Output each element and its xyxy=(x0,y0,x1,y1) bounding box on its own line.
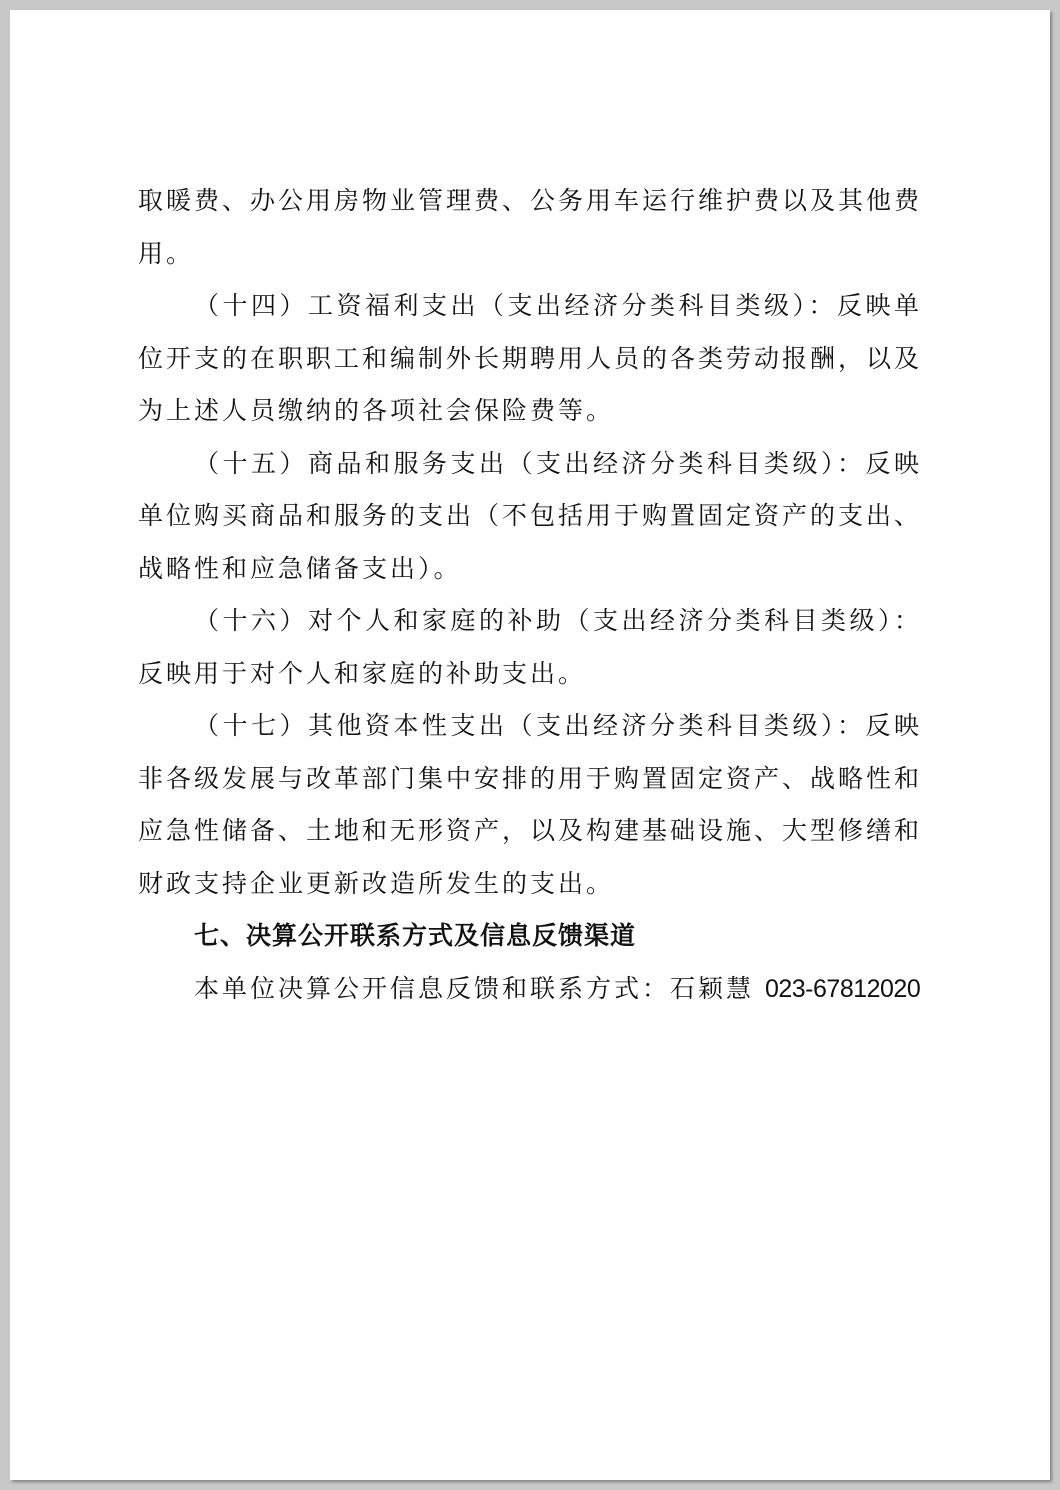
section-heading: 七、决算公开联系方式及信息反馈渠道 xyxy=(194,921,637,950)
contact-phone: 023-67812020 xyxy=(764,974,921,1003)
document-page xyxy=(10,10,1050,1480)
contact-label: 本单位决算公开信息反馈和联系方式：石颖慧 xyxy=(194,973,755,1003)
document-body xyxy=(138,175,922,1015)
paragraph-wage-welfare: （十四）工资福利支出（支出经济分类科目类级）：反映单位开支的在职职工和编制外长期聘用人员的各类劳动报酬，以及为上述人员缴纳的各项社会保险费等。 xyxy=(138,291,923,425)
paragraph-household-subsidy: （十六）对个人和家庭的补助（支出经济分类科目类级）：反映用于对个人和家庭的补助支出。 xyxy=(138,606,922,688)
paragraph-other-capital: （十七）其他资本性支出（支出经济分类科目类级）：反映非各级发展与改革部门集中安排的用于购置固定资产、战略性和应急性储备、土地和无形资产，以及构建基础设施、大型修缮和财政支持企业更新改造所发生的支出。 xyxy=(138,711,923,898)
contact-line xyxy=(138,963,922,1016)
paragraph-goods-services: （十五）商品和服务支出（支出经济分类科目类级）：反映单位购买商品和服务的支出（不包括用于购置固定资产的支出、战略性和应急储备支出）。 xyxy=(138,448,923,583)
paragraph-continuation: 取暖费、办公用房物业管理费、公务用车运行维护费以及其他费用。 xyxy=(138,186,923,268)
